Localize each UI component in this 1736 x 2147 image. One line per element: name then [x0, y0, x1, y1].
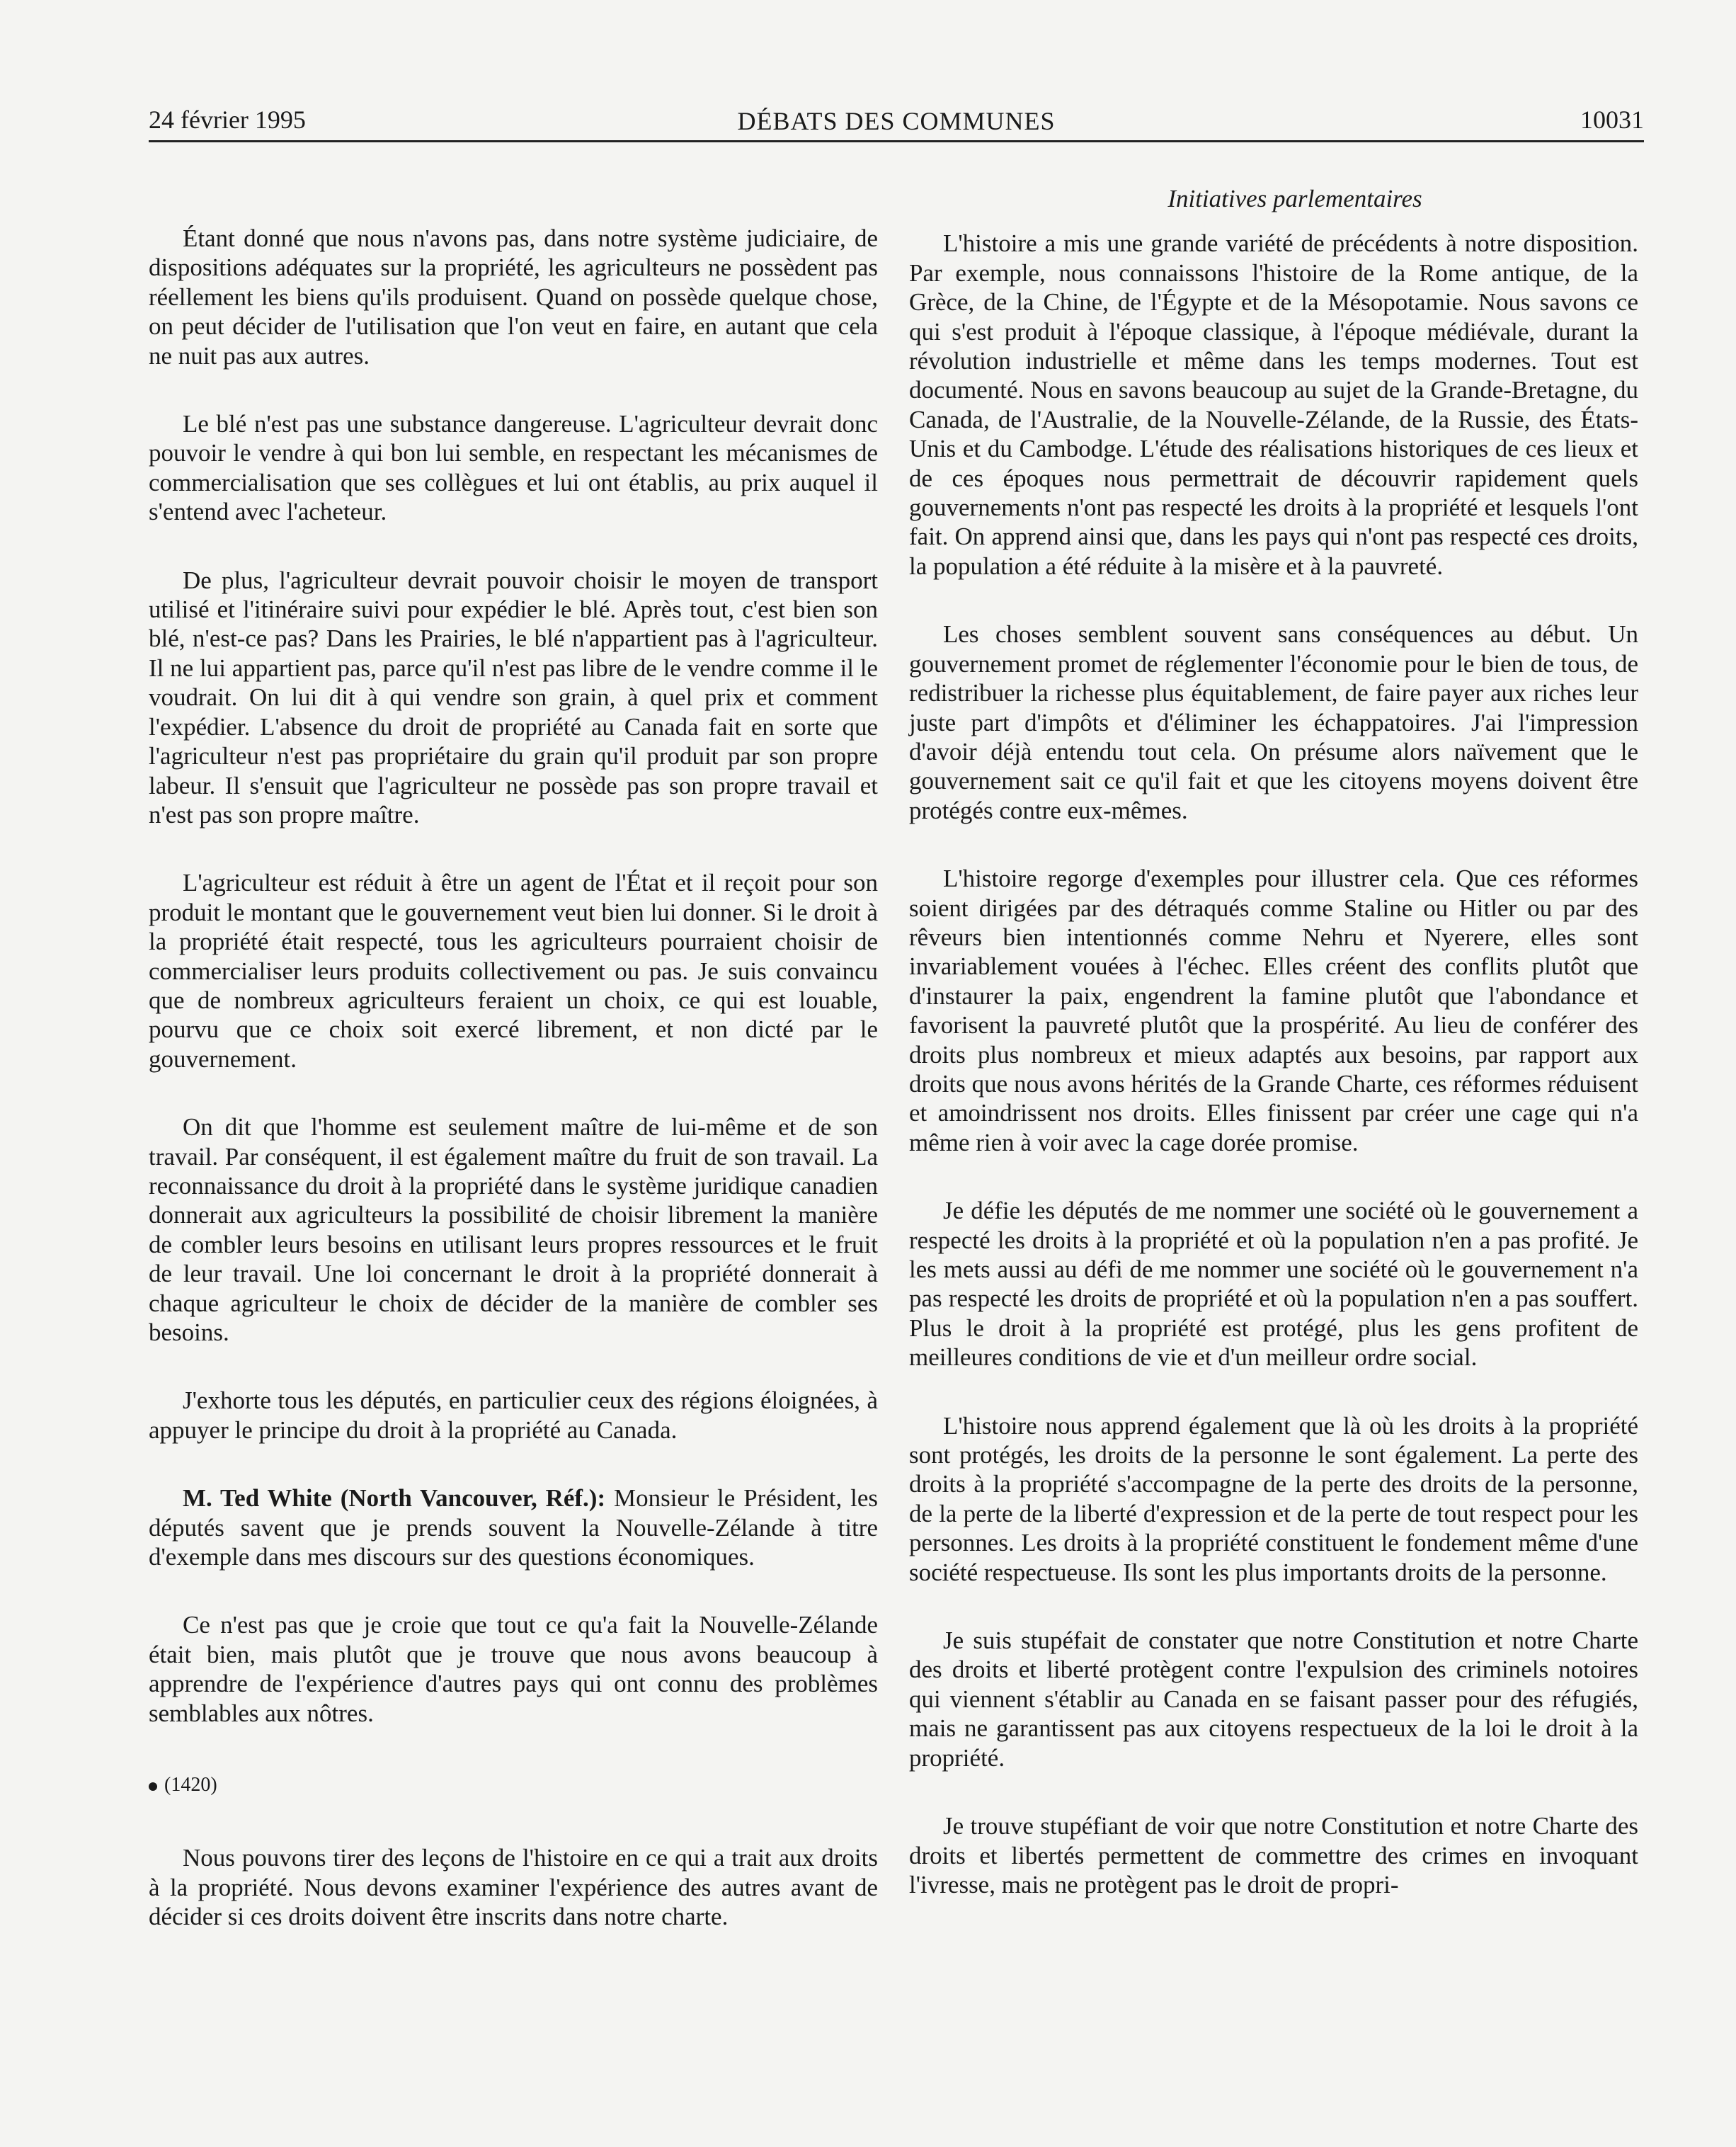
header-date: 24 février 1995: [149, 106, 306, 134]
paragraph: Nous pouvons tirer des leçons de l'histoire en ce qui a trait aux droits à la propriété. Nous devons examiner l'expérience des autres avant de décider si ces droits doivent être inscrits dans notre charte.: [149, 1844, 878, 1931]
header-page-number: 10031: [1580, 106, 1644, 134]
paragraph: Ce n'est pas que je croie que tout ce qu'a fait la Nouvelle-Zélande était bien, mais plutôt que je trouve que nous avons beaucoup à apprendre de l'expérience d'autres pays qui ont connu des problèmes semblables aux nôtres.: [149, 1611, 878, 1727]
paragraph: L'histoire a mis une grande variété de précédents à notre disposition. Par exemple, nous connaissons l'histoire de la Rome antique, de la Grèce, de la Chine, de l'Égypte et de la Mésopotamie. Nous savons ce qui s'est produit à l'époque classique, à l'époque médiévale, durant la révolution industrielle et même dans les temps modernes. Tout est documenté. Nous en savons beaucoup au sujet de la Grande-Bretagne, du Canada, de l'Australie, de la Nouvelle-Zélande, de la Russie, des États-Unis et du Cambodge. L'étude des réalisations historiques de ces lieux et de ces époques nous permettrait de découvrir rapidement quels gouvernements n'ont pas respecté les droits à la propriété et lesquels l'ont fait. On apprend ainsi que, dans les pays qui n'ont pas respecté ces droits, la population a été réduite à la misère et à la pauvreté.: [909, 229, 1638, 580]
paragraph: Étant donné que nous n'avons pas, dans notre système judiciaire, de dispositions adéquates sur la propriété, les agriculteurs ne possèdent pas réellement les biens qu'ils produisent. Quand on possède quelque chose, on peut décider de l'utilisation que l'on veut en faire, en autant que cela ne nuit pas aux autres.: [149, 224, 878, 370]
paragraph: Le blé n'est pas une substance dangereuse. L'agriculteur devrait donc pouvoir le vendre à qui bon lui semble, en respectant les mécanismes de commercialisation que ses collègues et lui ont établis, au prix auquel il s'entend avec l'acheteur.: [149, 410, 878, 526]
section-title: Initiatives parlementaires: [1167, 185, 1422, 212]
paragraph: Je suis stupéfait de constater que notre Constitution et notre Charte des droits et liberté protègent contre l'expulsion des criminels notoires qui viennent s'établir au Canada en se faisant passer pour des réfugiés, mais ne garantissent pas aux citoyens respectueux de la loi le droit à la propriété.: [909, 1627, 1638, 1772]
paragraph: L'histoire nous apprend également que là où les droits à la propriété sont protégés, les droits de la personne le sont également. La perte des droits à la propriété s'accompagne de la perte des droits de la personne, de la perte de la liberté d'expression et de la perte de tout respect pour les personnes. Les droits à la propriété constituent le fondement même d'une société respectueuse. Ils sont les plus importants droits de la personne.: [909, 1411, 1638, 1586]
paragraph: Je défie les députés de me nommer une société où le gouvernement a respecté les droits à la propriété et où la population n'en a pas profité. Je les mets aussi au défi de me nommer une société où le gouvernement n'a pas respecté les droits de propriété et où la population n'en a pas souffert. Plus le droit à la propriété est protégé, plus les gens profitent de meilleures conditions de vie et d'un meilleur ordre social.: [909, 1197, 1638, 1372]
paragraph: On dit que l'homme est seulement maître de lui-même et de son travail. Par conséquent, il est également maître du fruit de son travail. La reconnaissance du droit à la propriété dans le système juridique canadien donnerait aux agriculteurs la possibilité de choisir librement la manière de combler leurs besoins en utilisant leurs propres ressources et le fruit de leur travail. Une loi concernant le droit à la propriété donnerait à chaque agriculteur le choix de décider de la manière de combler ses besoins.: [149, 1113, 878, 1346]
speaker-paragraph: [149, 1483, 878, 1571]
speaker-text: Monsieur le Président, les députés savent que je prends souvent la Nouvelle-Zélande à titre d'exemple dans mes discours sur des questions économiques.: [149, 1484, 878, 1571]
left-column: [149, 224, 878, 1971]
paragraph: L'agriculteur est réduit à être un agent de l'État et il reçoit pour son produit le montant que le gouvernement veut bien lui donner. Si le droit à la propriété était respecté, tous les agriculteurs pourraient choisir de commercialiser leurs produits collectivement ou pas. Je suis convaincu que de nombreux agriculteurs feraient un choix, ce qui est louable, pourvu que ce choix soit exercé librement, et non dicté par le gouvernement.: [149, 869, 878, 1073]
paragraph: J'exhorte tous les députés, en particulier ceux des régions éloignées, à appuyer le principe du droit à la propriété au Canada.: [149, 1386, 878, 1444]
right-column: [909, 184, 1638, 1938]
timestamp-text: (1420): [164, 1774, 217, 1796]
speaker-name: M. Ted White (North Vancouver, Réf.):: [183, 1484, 606, 1513]
paragraph: Je trouve stupéfiant de voir que notre Constitution et notre Charte des droits et libertés permettent de commettre des crimes en invoquant l'ivresse, mais ne protègent pas le droit de propri-: [909, 1812, 1638, 1898]
timestamp: [149, 1770, 878, 1799]
paragraph: Les choses semblent souvent sans conséquences au début. Un gouvernement promet de réglementer l'économie pour le bien de tous, de redistribuer la richesse plus équitablement, de faire payer aux riches leur juste part d'impôts et d'éliminer les échappatoires. J'ai l'impression d'avoir déjà entendu tout cela. On présume alors naïvement que le gouvernement sait ce qu'il fait et que les citoyens moyens doivent être protégés contre eux-mêmes.: [909, 620, 1638, 824]
header-title: DÉBATS DES COMMUNES: [737, 107, 1056, 135]
page-header: [149, 101, 1644, 142]
bullet-icon: [149, 1782, 157, 1791]
paragraph: De plus, l'agriculteur devrait pouvoir choisir le moyen de transport utilisé et l'itinéraire suivi pour expédier le blé. Après tout, c'est bien son blé, n'est-ce pas? Dans les Prairies, le blé n'appartient pas à l'agriculteur. Il ne lui appartient pas, parce qu'il n'est pas libre de le vendre comme il le voudrait. On lui dit à qui vendre son grain, à quel prix et comment l'expédier. L'absence du droit de propriété au Canada fait en sorte que l'agriculteur n'est pas propriétaire du grain qu'il produit par son propre labeur. Il s'ensuit que l'agriculteur ne possède pas son propre travail et n'est pas son propre maître.: [149, 566, 878, 828]
paragraph: L'histoire regorge d'exemples pour illustrer cela. Que ces réformes soient dirigées par des détraqués comme Staline ou Hitler ou par des rêveurs bien intentionnés comme Nehru et Nyerere, elles sont invariablement vouées à l'échec. Elles créent des conflits plutôt que d'instaurer la paix, engendrent la famine plutôt que l'abondance et favorisent la pauvreté plutôt que la prospérité. Au lieu de conférer des droits plus nombreux et mieux adaptés aux besoins, par rapport aux droits que nous avons hérités de la Grande Charte, ces réformes réduisent et amoindrissent nos droits. Elles finissent par créer une cage qui n'a même rien à voir avec la cage dorée promise.: [909, 865, 1638, 1156]
